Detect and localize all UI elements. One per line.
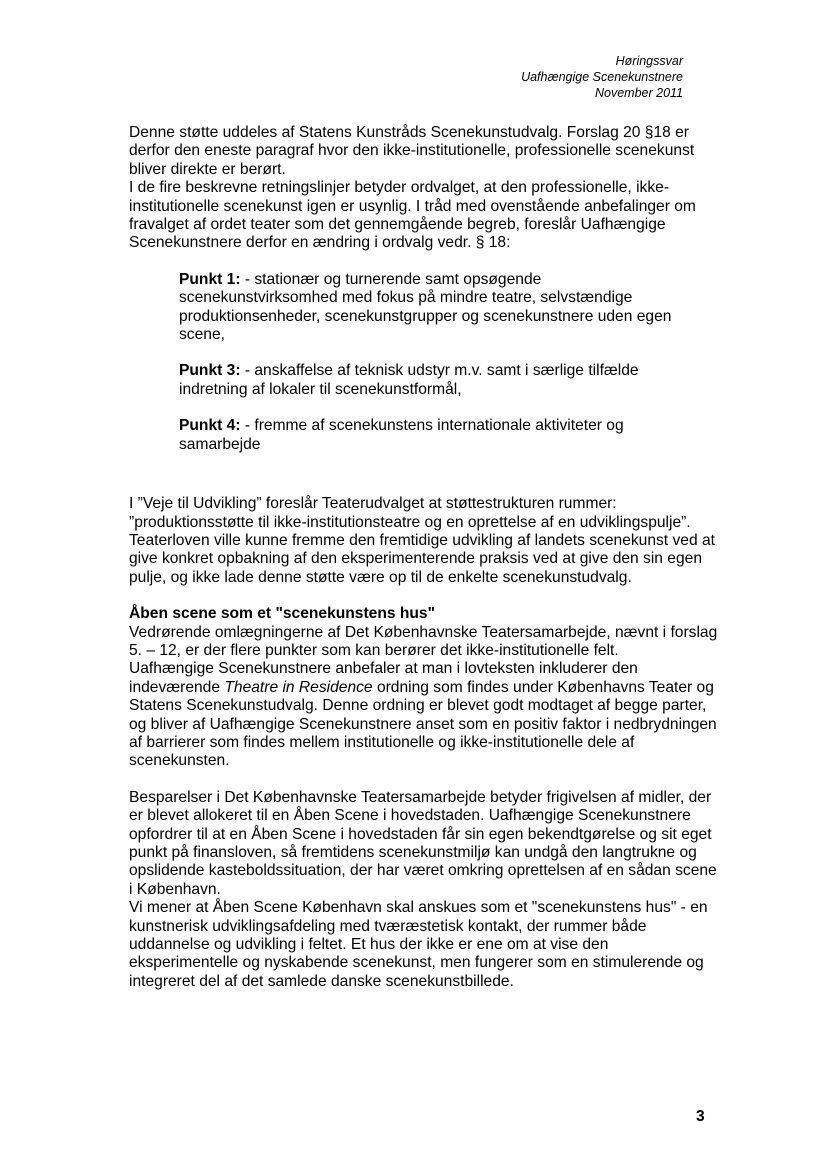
- section-paragraph-3: Besparelser i Det Københavnske Teatersamarbejde betyder frigivelsen af midler, der er blevet allokeret til en Åben Scene i hovedstaden. Uafhængige Scenekunstnere opfordrer til at en Åben Scene i hovedstaden får sin egen bekendtgørelse og sit eget punkt på finansloven, så fremtidens scenekunstmiljø kan undgå den langtrukne og opslidende kasteboldssituation, der har været omkring oprettelsen af en sådan scene i København.: [129, 788, 717, 898]
- document-header: [521, 53, 683, 101]
- point-4-text: - fremme af scenekunstens internationale aktiviteter og samarbejde: [179, 417, 624, 453]
- header-date: November 2011: [594, 86, 683, 100]
- intro-paragraph-1: Denne støtte uddeles af Statens Kunstråds Scenekunstudvalg. Forslag 20 §18 er derfor den eneste paragraf hvor den ikke-institutionelle, professionelle scenekunst bliver direkte er berørt.: [129, 124, 695, 178]
- section-paragraph-2-end: ordning som findes under Københavns Teater og Statens Scenekunstudvalg. Denne ordning er blevet godt modtaget af begge parter, og bliver af Uafhængige Scenekunstnere anset som en positiv faktor i nedbrydningen af barrierer som findes mellem institutionelle og ikke-institutionelle dele af scenekunsten.: [129, 678, 717, 770]
- point-1: [179, 271, 679, 345]
- document-body: [129, 124, 719, 991]
- point-3-text: - anskaffelse af teknisk udstyr m.v. samt i særlige tilfælde indretning af lokaler til scenekunstformål,: [179, 362, 639, 398]
- header-title: Høringssvar: [615, 54, 683, 68]
- intro-paragraph-2: I de fire beskrevne retningslinjer betyder ordvalget, at den professionelle, ikke-institutionelle scenekunst igen er usynlig. I tråd med ovenstående anbefalinger om fravalget af ordet teater som det gennemgående begreb, foreslår Uafhængige Scenekunstnere derfor en ændring i ordvalg vedr. § 18:: [129, 179, 696, 252]
- section-paragraph-1: Vedrørende omlægningerne af Det Københavnske Teatersamarbejde, nævnt i forslag 5. – 12, er der flere punkter som kan berører det ikke-institutionelle felt.: [129, 623, 718, 659]
- point-3-label: Punkt 3:: [179, 362, 241, 380]
- point-4-label: Punkt 4:: [179, 417, 241, 435]
- section-paragraph-2-start: Uafhængige Scenekunstnere anbefaler at man i lovteksten inkluderer den indeværende: [129, 660, 638, 696]
- point-4: [179, 417, 679, 454]
- page-number: 3: [696, 1108, 705, 1125]
- section-paragraph-2: [129, 660, 719, 770]
- veje-paragraph: I ”Veje til Udvikling” foreslår Teaterudvalget at støttestrukturen rummer: ”produktionsstøtte til ikke-institutionsteatre og en oprettelse af en udviklingspulje”. Teaterloven ville kunne fremme den fremtidige udvikling af landets scenekunst ved at give konkret opbakning af den eksperimenterende praksis ved at give den sin egen pulje, og ikke lade denne støtte være op til de enkelte scenekunstudvalg.: [129, 495, 715, 586]
- header-organization: Uafhængige Scenekunstnere: [521, 70, 683, 84]
- point-1-text: - stationær og turnerende samt opsøgende scenekunstvirksomhed med fokus på mindre teatre, selvstændige produktionsenheder, scenekunstgrupper og scenekunstnere uden egen scene,: [179, 270, 672, 344]
- section-paragraph-4: Vi mener at Åben Scene København skal anskues som et "scenekunstens hus" - en kunstnerisk udviklingsafdeling med tværæstetisk kontakt, der rummer både uddannelse og udvikling i feltet. Et hus der ikke er ene om at vise den eksperimentelle og nyskabende scenekunst, men fungerer som en stimulerende og integreret del af det samlede danske scenekunstbillede.: [129, 899, 708, 990]
- section-heading: Åben scene som et "scenekunstens hus": [129, 605, 435, 623]
- point-1-label: Punkt 1:: [179, 270, 241, 288]
- point-3: [179, 362, 679, 399]
- theatre-in-residence-term: Theatre in Residence: [224, 678, 373, 696]
